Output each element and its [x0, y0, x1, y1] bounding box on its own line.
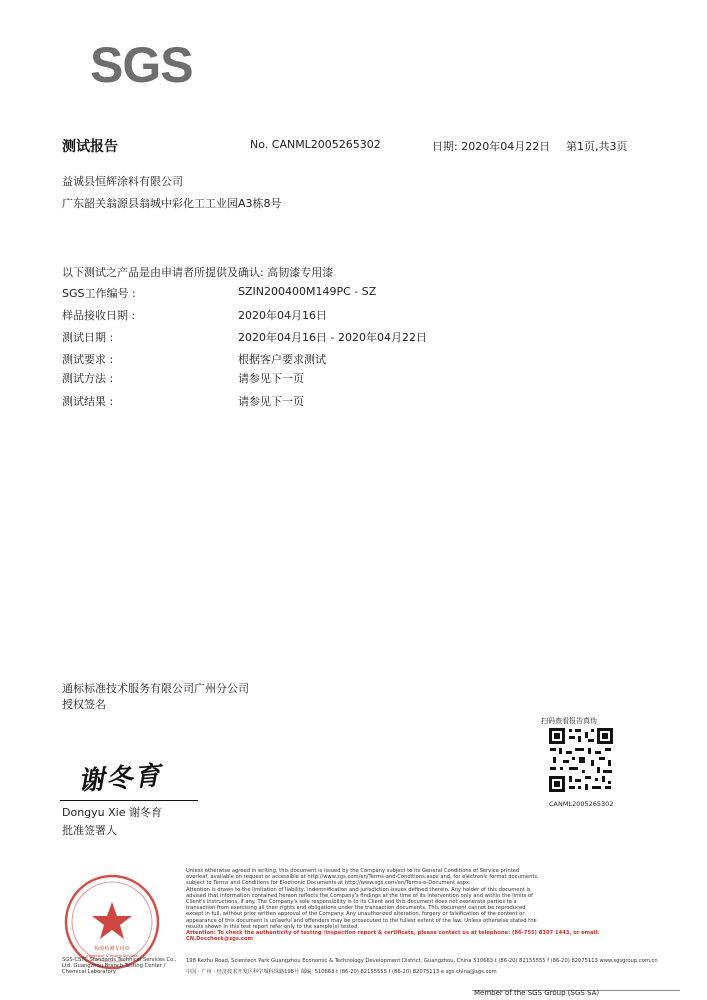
field-label-method: 测试方法 : — [62, 372, 114, 385]
address-english: 198 Kezhu Road, Scientech Park Guangzhou Economic & Technology Development District, Guangzhou, China 510663 t (86-20) 82155555 f (86-20) 82075113 www.sgsgroup.com.cn — [186, 958, 658, 964]
disclaimer-line: results shown in this test report refer only to the sample(s) tested. — [186, 923, 359, 930]
field-value-test-date: 2020年04月16日 - 2020年04月22日 — [238, 331, 427, 344]
field-value-result: 请参见下一页 — [238, 395, 304, 408]
disclaimer — [186, 868, 626, 942]
field-label-requirement: 测试要求 : — [62, 353, 114, 366]
disclaimer-line: transaction from exercising all their rights and obligations under the transaction documents. This document cannot be reproduced — [186, 905, 526, 912]
field-value-received: 2020年04月16日 — [238, 309, 327, 322]
report-date: 日期: 2020年04月22日 — [432, 140, 551, 153]
client-address: 广东韶关翁源县翁城中彩化工工业园A3栋8号 — [62, 197, 282, 210]
handwritten-signature: 谢冬育 — [77, 761, 164, 797]
disclaimer-line: subject to Terms and Conditions for Electronic Documents at http://www.sgs.com/en/Terms-e-Document.aspx. — [186, 880, 471, 887]
authorized-signature-label: 授权签名 — [62, 698, 106, 711]
disclaimer-line: except in full, without prior written approval of the Company. Any unauthorized alteration, forgery or falsification of the content or — [186, 911, 525, 918]
page-number: 第1页,共3页 — [566, 140, 628, 153]
signatory-title: 批准签署人 — [62, 824, 117, 837]
stamp-caption: SGS-CSTC Standards Technical Services Co., Ltd. Guangzhou Branch Testing Center / Chemical Laboratory — [62, 957, 177, 976]
report-header — [62, 136, 642, 156]
disclaimer-line: advised that information contained hereon reflects the Company's findings at the time of its intervention only and within the limits of — [186, 892, 533, 899]
page-title: 测试报告 — [62, 139, 118, 155]
svg-text:检验检测专用章: 检验检测专用章 — [94, 946, 130, 952]
field-label-received: 样品接收日期 : — [62, 309, 136, 322]
member-notice: Member of the SGS Group (SGS SA) — [474, 989, 600, 997]
field-value-requirement: 根据客户要求测试 — [238, 353, 326, 366]
svg-text:Inspection & Testing Services: Inspection & Testing Services — [86, 954, 138, 958]
client-name: 益诚县恒辉涂料有限公司 — [62, 175, 183, 188]
sample-intro: 以下测试之产品是由申请者所提供及确认: 高韧漆专用漆 — [62, 266, 334, 279]
qr-code-graphic — [547, 726, 615, 794]
signature-line — [60, 800, 198, 801]
authenticity-notice: Attention: To check the authenticity of testing /inspection report & certificate, please contact us at telephone: (86-755) 8307 1443, or email: CN.Doccheck@sgs.com — [186, 930, 600, 943]
disclaimer-line: Unless otherwise agreed in writing, this document is issued by the Company subject to its General Conditions of Service printed — [186, 868, 520, 874]
report-number: No. CANML2005265302 — [250, 138, 381, 151]
address-chinese: 中国 · 广州 · 经济技术开发区科学城科珠路198号 邮编: 510663 t (86-20) 82155555 f (86-20) 82075113 e sgs.china@sgs.com — [186, 969, 497, 975]
field-value-method: 请参见下一页 — [238, 372, 304, 385]
disclaimer-line: appearance of this document is unlawful and offenders may be prosecuted to the fullest extent of the law. Unless otherwise stated the — [186, 917, 537, 924]
field-label-test-date: 测试日期 : — [62, 331, 114, 344]
logo-text: SGS — [90, 37, 193, 93]
field-label-job-no: SGS工作编号 : — [62, 287, 136, 300]
disclaimer-line: Attention is drawn to the limitation of liability, indemnification and jurisdiction issues defined therein. Any holder of this document is — [186, 886, 531, 893]
company-name: 通标标准技术服务有限公司广州分公司 — [62, 682, 249, 695]
field-label-result: 测试结果 : — [62, 395, 114, 408]
disclaimer-line: Client's instructions, if any. The Company's sole responsibility is to its Client and this document does not exonerate parties to a — [186, 899, 517, 906]
signatory-name: Dongyu Xie 谢冬育 — [62, 806, 162, 819]
field-value-job-no: SZIN200400M149PC - SZ — [238, 285, 377, 298]
qr-caption-bottom: CANML2005265302 — [549, 800, 614, 808]
qr-caption-top: 扫码查看报告真伪 — [541, 717, 597, 725]
disclaimer-line: overleaf, available on request or accessible at http://www.sgs.com/en/Terms-and-Conditions.aspx and, for electronic format documents, — [186, 874, 539, 881]
qr-code[interactable] — [547, 726, 615, 794]
sgs-logo — [90, 37, 194, 93]
